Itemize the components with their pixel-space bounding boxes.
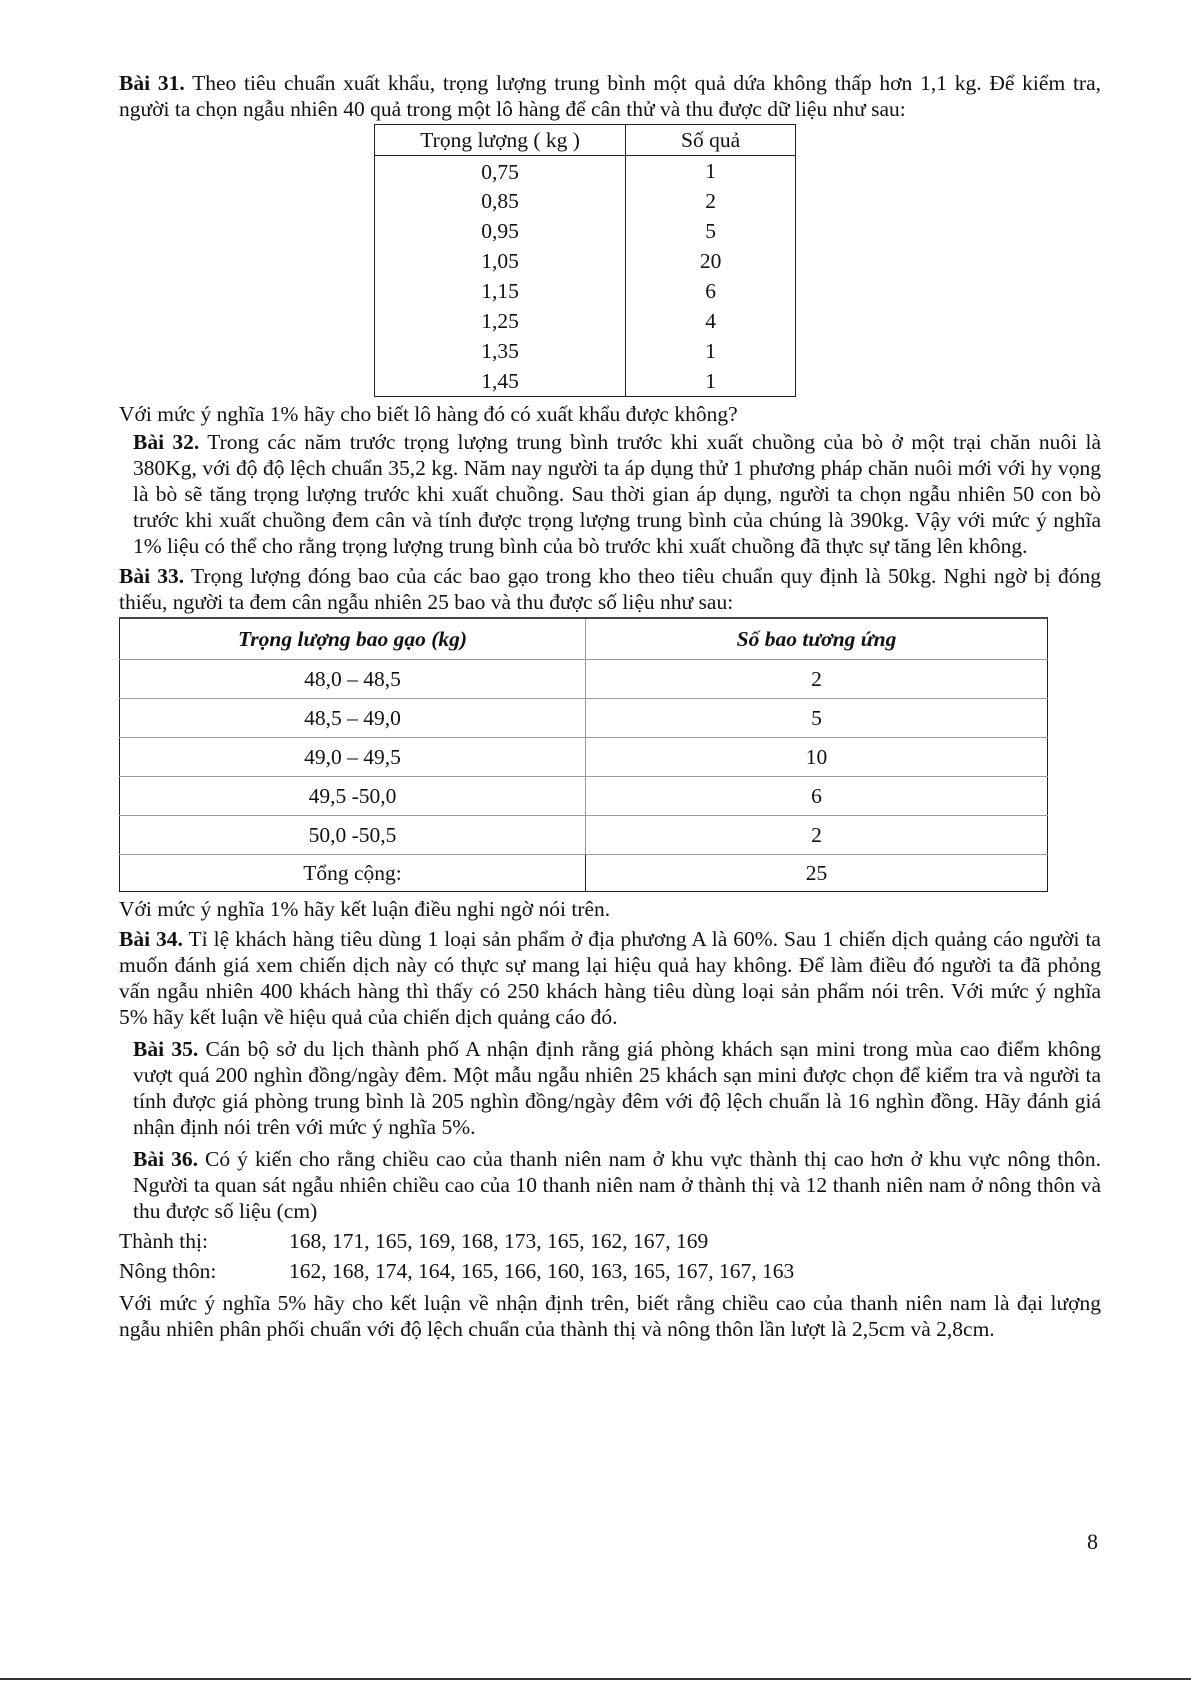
problem-31-text: Theo tiêu chuẩn xuất khẩu, trọng lượng trung bình một quả dứa không thấp hơn 1,1 kg. Để kiểm tra, người ta chọn ngẫu nhiên 40 quả trong một lô hàng để cân thử và thu được dữ liệu như sau: <box>119 71 1101 121</box>
table-row <box>120 738 1048 777</box>
table-row <box>375 156 796 187</box>
rural-label: Nông thôn: <box>119 1259 217 1283</box>
cell-bag-count: 10 <box>586 738 1048 777</box>
cell-count: 1 <box>626 366 796 397</box>
cell-bag-weight: 48,5 – 49,0 <box>120 699 586 738</box>
table-row <box>375 366 796 397</box>
cell-total-value: 25 <box>586 855 1048 892</box>
rural-values: 162, 168, 174, 164, 165, 166, 160, 163, 165, 167, 167, 163 <box>289 1259 795 1283</box>
cell-weight: 0,95 <box>375 216 626 246</box>
problem-32-label: Bài 32. <box>133 430 200 454</box>
cell-count: 4 <box>626 306 796 336</box>
cell-bag-weight: 49,5 -50,0 <box>120 777 586 816</box>
cell-count: 2 <box>626 186 796 216</box>
page-content <box>119 70 1101 1342</box>
urban-data-row <box>119 1228 1101 1254</box>
column-header-count: Số quả <box>626 125 796 156</box>
table-total-row <box>120 855 1048 892</box>
cell-bag-weight: 48,0 – 48,5 <box>120 660 586 699</box>
table-row <box>375 216 796 246</box>
cell-total-label: Tổng cộng: <box>120 855 586 892</box>
cell-weight: 1,35 <box>375 336 626 366</box>
table-row <box>375 186 796 216</box>
problem-36-question: Với mức ý nghĩa 5% hãy cho kết luận về nhận định trên, biết rằng chiều cao của thanh niên nam là đại lượng ngẫu nhiên phân phối chuẩn với độ lệch chuẩn của thành thị và nông thôn lần lượt là 2,5cm và 2,8cm. <box>119 1291 1101 1341</box>
cell-weight: 1,45 <box>375 366 626 397</box>
problem-33 <box>119 563 1101 615</box>
problem-35 <box>119 1036 1101 1140</box>
cell-count: 1 <box>626 336 796 366</box>
column-header-bag-weight: Trọng lượng bao gạo (kg) <box>120 618 586 660</box>
table-header-row <box>120 618 1048 660</box>
cell-bag-weight: 49,0 – 49,5 <box>120 738 586 777</box>
page-number: 8 <box>1087 1529 1098 1554</box>
problem-33-question: Với mức ý nghĩa 1% hãy kết luận điều nghi ngờ nói trên. <box>119 897 611 921</box>
cell-bag-count: 6 <box>586 777 1048 816</box>
problem-31-label: Bài 31. <box>119 71 185 95</box>
table-row <box>375 276 796 306</box>
table-header-row <box>375 125 796 156</box>
cell-count: 6 <box>626 276 796 306</box>
table-row <box>120 816 1048 855</box>
cell-bag-weight: 50,0 -50,5 <box>120 816 586 855</box>
problem-35-label: Bài 35. <box>133 1037 199 1061</box>
table-row <box>375 306 796 336</box>
table-row <box>375 246 796 276</box>
cell-weight: 1,25 <box>375 306 626 336</box>
table-row <box>120 660 1048 699</box>
cell-weight: 1,05 <box>375 246 626 276</box>
footer-rule <box>0 1678 1191 1680</box>
problem-34-label: Bài 34. <box>119 927 183 951</box>
problem-32 <box>119 429 1101 559</box>
problem-31-question: Với mức ý nghĩa 1% hãy cho biết lô hàng đó có xuất khẩu được không? <box>119 402 738 426</box>
problem-35-text: Cán bộ sở du lịch thành phố A nhận định rằng giá phòng khách sạn mini trong mùa cao điểm không vượt quá 200 nghìn đồng/ngày đêm. Một mẫu ngẫu nhiên 25 khách sạn mini được chọn để kiểm tra và người ta tính được giá phòng trung bình là 205 nghìn đồng/ngày đêm với độ lệch chuẩn là 16 nghìn đồng. Hãy đánh giá nhận định nói trên với mức ý nghĩa 5%. <box>133 1037 1101 1139</box>
table-row <box>375 336 796 366</box>
cell-count: 1 <box>626 156 796 187</box>
cell-weight: 0,85 <box>375 186 626 216</box>
problem-34-text: Tỉ lệ khách hàng tiêu dùng 1 loại sản phẩm ở địa phương A là 60%. Sau 1 chiến dịch quảng cáo người ta muốn đánh giá xem chiến dịch này có thực sự mang lại hiệu quả hay không. Để làm điều đó người ta đã phỏng vấn ngẫu nhiên 400 khách hàng thì thấy có 250 khách hàng tiêu dùng loại sản phẩm nói trên. Với mức ý nghĩa 5% hãy kết luận về hiệu quả của chiến dịch quảng cáo đó. <box>119 927 1101 1029</box>
cell-bag-count: 2 <box>586 816 1048 855</box>
problem-32-text: Trong các năm trước trọng lượng trung bình trước khi xuất chuồng của bò ở một trại chăn nuôi là 380Kg, với độ độ lệch chuẩn 35,2 kg. Năm nay người ta áp dụng thử 1 phương pháp chăn nuôi mới với hy vọng là bò sẽ tăng trọng lượng trước khi xuất chuồng. Sau thời gian áp dụng, người ta chọn ngẫu nhiên 50 con bò trước khi xuất chuồng đem cân và tính được trọng lượng trung bình của chúng là 390kg. Vậy với mức ý nghĩa 1% liệu có thể cho rằng trọng lượng trung bình của bò trước khi xuất chuồng đã thực sự tăng lên không. <box>133 430 1101 558</box>
problem-33-label: Bài 33. <box>119 564 185 588</box>
problem-36-text: Có ý kiến cho rằng chiều cao của thanh niên nam ở khu vực thành thị cao hơn ở khu vực nông thôn. Người ta quan sát ngẫu nhiên chiều cao của 10 thanh niên nam ở thành thị và 12 thanh niên nam ở nông thôn và thu được số liệu (cm) <box>133 1147 1101 1223</box>
table-row <box>120 777 1048 816</box>
cell-weight: 1,15 <box>375 276 626 306</box>
column-header-weight: Trọng lượng ( kg ) <box>375 125 626 156</box>
rural-data-row <box>119 1258 1101 1284</box>
pineapple-weight-table <box>374 124 796 397</box>
column-header-bag-count: Số bao tương ứng <box>586 618 1048 660</box>
cell-bag-count: 2 <box>586 660 1048 699</box>
urban-values: 168, 171, 165, 169, 168, 173, 165, 162, 167, 169 <box>289 1229 709 1253</box>
problem-33-text: Trọng lượng đóng bao của các bao gạo trong kho theo tiêu chuẩn quy định là 50kg. Nghi ngờ bị đóng thiếu, người ta đem cân ngẫu nhiên 25 bao và thu được số liệu như sau: <box>119 564 1101 614</box>
cell-bag-count: 5 <box>586 699 1048 738</box>
urban-label: Thành thị: <box>119 1229 208 1253</box>
cell-count: 5 <box>626 216 796 246</box>
table-row <box>120 699 1048 738</box>
cell-weight: 0,75 <box>375 156 626 187</box>
problem-31 <box>119 70 1101 122</box>
problem-36-label: Bài 36. <box>133 1147 198 1171</box>
problem-36 <box>119 1146 1101 1224</box>
cell-count: 20 <box>626 246 796 276</box>
problem-34 <box>119 926 1101 1030</box>
rice-bag-weight-table <box>119 617 1048 892</box>
